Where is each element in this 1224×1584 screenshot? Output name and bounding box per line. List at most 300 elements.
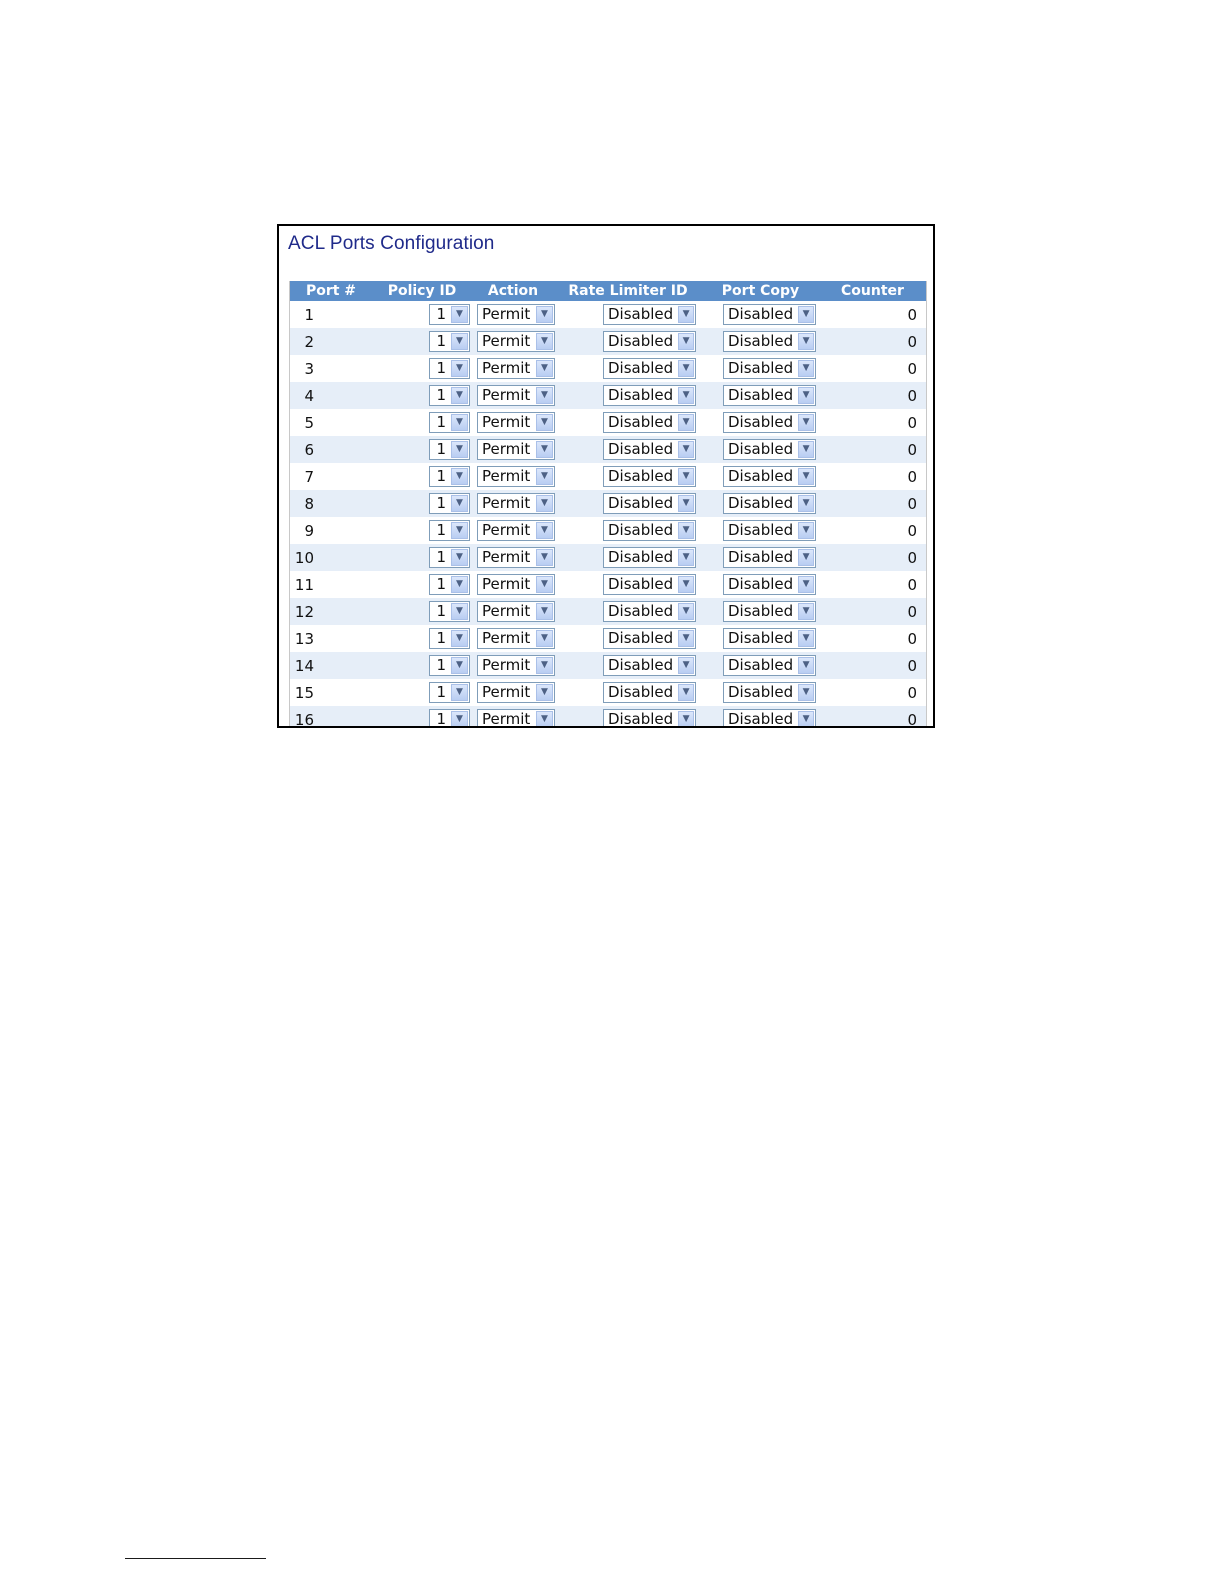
rate-limiter-cell	[554, 301, 702, 328]
table-row	[290, 625, 926, 652]
rate-limiter-id-select-value: Disabled	[608, 521, 674, 539]
port-copy-cell	[702, 571, 819, 598]
chevron-down-icon[interactable]: ▼	[536, 522, 553, 539]
rate-limiter-id-select-value: Disabled	[608, 359, 674, 377]
action-cell	[472, 409, 554, 436]
policy-id-select[interactable]	[429, 655, 470, 676]
acl-ports-table-container	[289, 281, 927, 728]
table-row	[290, 517, 926, 544]
policy-id-select[interactable]	[429, 439, 470, 460]
rate-limiter-id-select-value: Disabled	[608, 413, 674, 431]
action-cell	[472, 517, 554, 544]
chevron-down-icon[interactable]: ▼	[678, 630, 694, 647]
action-select[interactable]	[477, 466, 555, 487]
chevron-down-icon[interactable]: ▼	[536, 387, 553, 404]
port-copy-cell	[702, 409, 819, 436]
rate-limiter-id-select-value: Disabled	[608, 548, 674, 566]
rate-limiter-cell	[554, 625, 702, 652]
rate-limiter-id-select-value: Disabled	[608, 386, 674, 404]
chevron-down-icon[interactable]: ▼	[798, 549, 814, 566]
action-cell	[472, 301, 554, 328]
acl-ports-table	[290, 281, 926, 728]
table-header-row	[290, 281, 926, 301]
rate-limiter-id-select[interactable]	[603, 655, 696, 676]
chevron-down-icon[interactable]: ▼	[451, 306, 468, 323]
port-number: 5	[290, 409, 372, 436]
rate-limiter-cell	[554, 652, 702, 679]
chevron-down-icon[interactable]: ▼	[536, 495, 553, 512]
action-select-value: Permit	[482, 359, 531, 377]
counter-value: 0	[819, 436, 926, 463]
action-cell	[472, 436, 554, 463]
action-cell	[472, 544, 554, 571]
action-select-value: Permit	[482, 683, 531, 701]
counter-value: 0	[819, 625, 926, 652]
port-copy-select-value: Disabled	[728, 494, 794, 512]
chevron-down-icon[interactable]: ▼	[536, 333, 553, 350]
chevron-down-icon[interactable]: ▼	[798, 522, 814, 539]
action-cell	[472, 679, 554, 706]
port-copy-select-value: Disabled	[728, 305, 794, 323]
policy-id-cell	[372, 490, 472, 517]
chevron-down-icon[interactable]: ▼	[536, 630, 553, 647]
port-number: 10	[290, 544, 372, 571]
port-copy-select-value: Disabled	[728, 413, 794, 431]
footnote-separator-line	[125, 1558, 266, 1559]
action-cell	[472, 355, 554, 382]
action-cell	[472, 652, 554, 679]
chevron-down-icon[interactable]: ▼	[451, 657, 468, 674]
policy-id-select[interactable]	[429, 385, 470, 406]
port-copy-select[interactable]	[723, 601, 816, 622]
port-copy-select-value: Disabled	[728, 467, 794, 485]
policy-id-cell	[372, 328, 472, 355]
chevron-down-icon[interactable]: ▼	[798, 495, 814, 512]
policy-id-cell	[372, 436, 472, 463]
port-copy-select-value: Disabled	[728, 332, 794, 350]
port-number: 13	[290, 625, 372, 652]
counter-value: 0	[819, 409, 926, 436]
rate-limiter-id-select[interactable]	[603, 601, 696, 622]
policy-id-select-value: 1	[436, 656, 446, 674]
rate-limiter-id-select[interactable]	[603, 358, 696, 379]
port-copy-select-value: Disabled	[728, 602, 794, 620]
chevron-down-icon[interactable]: ▼	[798, 711, 814, 728]
policy-id-cell	[372, 652, 472, 679]
policy-id-cell	[372, 517, 472, 544]
chevron-down-icon[interactable]: ▼	[798, 441, 814, 458]
policy-id-select[interactable]	[429, 709, 470, 728]
column-header-action: Action	[472, 281, 554, 301]
policy-id-select-value: 1	[436, 602, 446, 620]
port-number: 16	[290, 706, 372, 728]
policy-id-select[interactable]	[429, 628, 470, 649]
chevron-down-icon[interactable]: ▼	[798, 360, 814, 377]
port-copy-cell	[702, 598, 819, 625]
port-copy-select[interactable]	[723, 439, 816, 460]
port-number: 9	[290, 517, 372, 544]
action-select-value: Permit	[482, 332, 531, 350]
chevron-down-icon[interactable]: ▼	[678, 711, 694, 728]
port-number: 4	[290, 382, 372, 409]
rate-limiter-cell	[554, 328, 702, 355]
chevron-down-icon[interactable]: ▼	[798, 468, 814, 485]
port-number: 12	[290, 598, 372, 625]
chevron-down-icon[interactable]: ▼	[536, 414, 553, 431]
policy-id-select-value: 1	[436, 440, 446, 458]
chevron-down-icon[interactable]: ▼	[536, 657, 553, 674]
port-copy-select[interactable]	[723, 655, 816, 676]
port-copy-cell	[702, 355, 819, 382]
policy-id-select[interactable]	[429, 601, 470, 622]
port-copy-cell	[702, 490, 819, 517]
action-select[interactable]	[477, 601, 555, 622]
rate-limiter-id-select[interactable]	[603, 709, 696, 728]
chevron-down-icon[interactable]: ▼	[536, 441, 553, 458]
policy-id-select-value: 1	[436, 359, 446, 377]
port-copy-select[interactable]	[723, 358, 816, 379]
chevron-down-icon[interactable]: ▼	[678, 414, 694, 431]
chevron-down-icon[interactable]: ▼	[798, 603, 814, 620]
counter-value: 0	[819, 679, 926, 706]
table-row	[290, 382, 926, 409]
policy-id-select[interactable]	[429, 682, 470, 703]
action-select[interactable]	[477, 358, 555, 379]
counter-value: 0	[819, 382, 926, 409]
rate-limiter-id-select[interactable]	[603, 520, 696, 541]
action-select[interactable]	[477, 709, 555, 728]
port-copy-select-value: Disabled	[728, 548, 794, 566]
action-cell	[472, 328, 554, 355]
rate-limiter-id-select[interactable]	[603, 331, 696, 352]
policy-id-cell	[372, 571, 472, 598]
table-row	[290, 679, 926, 706]
rate-limiter-cell	[554, 463, 702, 490]
chevron-down-icon[interactable]: ▼	[536, 360, 553, 377]
counter-value: 0	[819, 355, 926, 382]
policy-id-cell	[372, 625, 472, 652]
rate-limiter-id-select-value: Disabled	[608, 440, 674, 458]
chevron-down-icon[interactable]: ▼	[451, 414, 468, 431]
rate-limiter-id-select-value: Disabled	[608, 602, 674, 620]
port-copy-select[interactable]	[723, 709, 816, 728]
counter-value: 0	[819, 517, 926, 544]
action-select-value: Permit	[482, 413, 531, 431]
port-copy-select[interactable]	[723, 466, 816, 487]
rate-limiter-id-select[interactable]	[603, 466, 696, 487]
column-header-port: Port #	[290, 281, 372, 301]
policy-id-select-value: 1	[436, 386, 446, 404]
column-header-counter: Counter	[819, 281, 926, 301]
policy-id-select[interactable]	[429, 547, 470, 568]
action-select-value: Permit	[482, 305, 531, 323]
action-cell	[472, 382, 554, 409]
chevron-down-icon[interactable]: ▼	[451, 468, 468, 485]
chevron-down-icon[interactable]: ▼	[678, 603, 694, 620]
rate-limiter-cell	[554, 544, 702, 571]
table-row	[290, 706, 926, 728]
chevron-down-icon[interactable]: ▼	[451, 576, 468, 593]
chevron-down-icon[interactable]: ▼	[798, 657, 814, 674]
chevron-down-icon[interactable]: ▼	[798, 576, 814, 593]
chevron-down-icon[interactable]: ▼	[798, 306, 814, 323]
chevron-down-icon[interactable]: ▼	[536, 711, 553, 728]
port-copy-select[interactable]	[723, 385, 816, 406]
port-copy-select-value: Disabled	[728, 710, 794, 728]
chevron-down-icon[interactable]: ▼	[678, 468, 694, 485]
port-copy-select[interactable]	[723, 682, 816, 703]
column-header-port-copy: Port Copy	[702, 281, 819, 301]
port-copy-select-value: Disabled	[728, 656, 794, 674]
action-select-value: Permit	[482, 494, 531, 512]
port-number: 1	[290, 301, 372, 328]
table-row	[290, 544, 926, 571]
port-copy-cell	[702, 652, 819, 679]
rate-limiter-cell	[554, 409, 702, 436]
action-select-value: Permit	[482, 575, 531, 593]
policy-id-cell	[372, 598, 472, 625]
column-header-policy-id: Policy ID	[372, 281, 472, 301]
port-copy-select-value: Disabled	[728, 683, 794, 701]
policy-id-cell	[372, 544, 472, 571]
action-cell	[472, 463, 554, 490]
chevron-down-icon[interactable]: ▼	[678, 387, 694, 404]
rate-limiter-id-select[interactable]	[603, 574, 696, 595]
action-select[interactable]	[477, 655, 555, 676]
rate-limiter-cell	[554, 598, 702, 625]
counter-value: 0	[819, 598, 926, 625]
port-copy-select[interactable]	[723, 574, 816, 595]
action-select[interactable]	[477, 520, 555, 541]
chevron-down-icon[interactable]: ▼	[678, 306, 694, 323]
port-copy-select-value: Disabled	[728, 359, 794, 377]
policy-id-select[interactable]	[429, 304, 470, 325]
chevron-down-icon[interactable]: ▼	[798, 387, 814, 404]
rate-limiter-id-select[interactable]	[603, 628, 696, 649]
chevron-down-icon[interactable]: ▼	[678, 549, 694, 566]
action-select[interactable]	[477, 412, 555, 433]
counter-value: 0	[819, 706, 926, 728]
port-number: 8	[290, 490, 372, 517]
port-copy-select[interactable]	[723, 493, 816, 514]
policy-id-select[interactable]	[429, 358, 470, 379]
rate-limiter-id-select[interactable]	[603, 493, 696, 514]
chevron-down-icon[interactable]: ▼	[451, 711, 468, 728]
action-select-value: Permit	[482, 521, 531, 539]
policy-id-select-value: 1	[436, 305, 446, 323]
port-number: 15	[290, 679, 372, 706]
port-copy-select-value: Disabled	[728, 521, 794, 539]
action-cell	[472, 706, 554, 728]
port-copy-cell	[702, 517, 819, 544]
rate-limiter-id-select-value: Disabled	[608, 332, 674, 350]
port-copy-cell	[702, 328, 819, 355]
counter-value: 0	[819, 328, 926, 355]
chevron-down-icon[interactable]: ▼	[451, 684, 468, 701]
chevron-down-icon[interactable]: ▼	[536, 549, 553, 566]
port-copy-cell	[702, 301, 819, 328]
chevron-down-icon[interactable]: ▼	[451, 387, 468, 404]
port-number: 2	[290, 328, 372, 355]
policy-id-select[interactable]	[429, 412, 470, 433]
rate-limiter-id-select[interactable]	[603, 439, 696, 460]
action-select[interactable]	[477, 682, 555, 703]
rate-limiter-id-select[interactable]	[603, 304, 696, 325]
port-copy-select-value: Disabled	[728, 629, 794, 647]
port-copy-select[interactable]	[723, 520, 816, 541]
policy-id-select[interactable]	[429, 331, 470, 352]
chevron-down-icon[interactable]: ▼	[798, 333, 814, 350]
chevron-down-icon[interactable]: ▼	[678, 684, 694, 701]
port-copy-cell	[702, 382, 819, 409]
table-row	[290, 328, 926, 355]
counter-value: 0	[819, 652, 926, 679]
port-number: 3	[290, 355, 372, 382]
policy-id-select-value: 1	[436, 710, 446, 728]
table-row	[290, 598, 926, 625]
chevron-down-icon[interactable]: ▼	[678, 576, 694, 593]
chevron-down-icon[interactable]: ▼	[451, 603, 468, 620]
port-copy-select[interactable]	[723, 547, 816, 568]
action-select-value: Permit	[482, 602, 531, 620]
action-select[interactable]	[477, 385, 555, 406]
policy-id-select-value: 1	[436, 494, 446, 512]
table-row	[290, 355, 926, 382]
action-cell	[472, 598, 554, 625]
port-number: 7	[290, 463, 372, 490]
port-copy-select[interactable]	[723, 412, 816, 433]
port-copy-select[interactable]	[723, 628, 816, 649]
table-row	[290, 436, 926, 463]
rate-limiter-id-select-value: Disabled	[608, 629, 674, 647]
chevron-down-icon[interactable]: ▼	[451, 495, 468, 512]
policy-id-select-value: 1	[436, 548, 446, 566]
action-select-value: Permit	[482, 548, 531, 566]
action-select[interactable]	[477, 304, 555, 325]
policy-id-cell	[372, 463, 472, 490]
policy-id-select[interactable]	[429, 466, 470, 487]
port-copy-cell	[702, 436, 819, 463]
port-copy-select-value: Disabled	[728, 440, 794, 458]
chevron-down-icon[interactable]: ▼	[798, 630, 814, 647]
counter-value: 0	[819, 301, 926, 328]
port-copy-select-value: Disabled	[728, 386, 794, 404]
table-row	[290, 490, 926, 517]
counter-value: 0	[819, 544, 926, 571]
chevron-down-icon[interactable]: ▼	[678, 360, 694, 377]
action-select-value: Permit	[482, 629, 531, 647]
chevron-down-icon[interactable]: ▼	[678, 333, 694, 350]
column-header-rate-limiter-id: Rate Limiter ID	[554, 281, 702, 301]
policy-id-select[interactable]	[429, 520, 470, 541]
rate-limiter-cell	[554, 382, 702, 409]
chevron-down-icon[interactable]: ▼	[798, 414, 814, 431]
port-copy-select[interactable]	[723, 331, 816, 352]
rate-limiter-id-select-value: Disabled	[608, 710, 674, 728]
policy-id-cell	[372, 355, 472, 382]
action-select-value: Permit	[482, 467, 531, 485]
chevron-down-icon[interactable]: ▼	[678, 657, 694, 674]
port-copy-cell	[702, 679, 819, 706]
policy-id-cell	[372, 301, 472, 328]
action-cell	[472, 625, 554, 652]
rate-limiter-cell	[554, 679, 702, 706]
rate-limiter-id-select-value: Disabled	[608, 467, 674, 485]
chevron-down-icon[interactable]: ▼	[451, 549, 468, 566]
chevron-down-icon[interactable]: ▼	[451, 333, 468, 350]
rate-limiter-cell	[554, 571, 702, 598]
page-title: ACL Ports Configuration	[288, 233, 495, 254]
action-select-value: Permit	[482, 710, 531, 728]
counter-value: 0	[819, 490, 926, 517]
port-copy-select-value: Disabled	[728, 575, 794, 593]
port-copy-select[interactable]	[723, 304, 816, 325]
policy-id-select-value: 1	[436, 683, 446, 701]
port-number: 6	[290, 436, 372, 463]
rate-limiter-cell	[554, 490, 702, 517]
action-select[interactable]	[477, 628, 555, 649]
chevron-down-icon[interactable]: ▼	[536, 468, 553, 485]
rate-limiter-id-select[interactable]	[603, 412, 696, 433]
port-number: 11	[290, 571, 372, 598]
port-copy-cell	[702, 544, 819, 571]
action-select[interactable]	[477, 493, 555, 514]
rate-limiter-id-select[interactable]	[603, 385, 696, 406]
policy-id-cell	[372, 706, 472, 728]
chevron-down-icon[interactable]: ▼	[798, 684, 814, 701]
counter-value: 0	[819, 463, 926, 490]
action-cell	[472, 571, 554, 598]
rate-limiter-id-select-value: Disabled	[608, 656, 674, 674]
chevron-down-icon[interactable]: ▼	[536, 576, 553, 593]
chevron-down-icon[interactable]: ▼	[678, 522, 694, 539]
chevron-down-icon[interactable]: ▼	[678, 441, 694, 458]
port-copy-cell	[702, 706, 819, 728]
rate-limiter-id-select-value: Disabled	[608, 575, 674, 593]
chevron-down-icon[interactable]: ▼	[536, 306, 553, 323]
policy-id-select-value: 1	[436, 467, 446, 485]
rate-limiter-id-select[interactable]	[603, 682, 696, 703]
action-select[interactable]	[477, 547, 555, 568]
table-row	[290, 301, 926, 328]
port-copy-cell	[702, 463, 819, 490]
chevron-down-icon[interactable]: ▼	[451, 360, 468, 377]
action-select[interactable]	[477, 574, 555, 595]
action-select[interactable]	[477, 439, 555, 460]
action-select[interactable]	[477, 331, 555, 352]
rate-limiter-id-select-value: Disabled	[608, 305, 674, 323]
chevron-down-icon[interactable]: ▼	[678, 495, 694, 512]
table-row	[290, 652, 926, 679]
table-body	[290, 301, 926, 728]
policy-id-select[interactable]	[429, 574, 470, 595]
port-copy-cell	[702, 625, 819, 652]
policy-id-cell	[372, 679, 472, 706]
chevron-down-icon[interactable]: ▼	[451, 441, 468, 458]
chevron-down-icon[interactable]: ▼	[536, 684, 553, 701]
policy-id-select-value: 1	[436, 521, 446, 539]
rate-limiter-cell	[554, 355, 702, 382]
chevron-down-icon[interactable]: ▼	[536, 603, 553, 620]
chevron-down-icon[interactable]: ▼	[451, 522, 468, 539]
policy-id-select[interactable]	[429, 493, 470, 514]
action-cell	[472, 490, 554, 517]
chevron-down-icon[interactable]: ▼	[451, 630, 468, 647]
policy-id-select-value: 1	[436, 332, 446, 350]
rate-limiter-id-select[interactable]	[603, 547, 696, 568]
action-select-value: Permit	[482, 440, 531, 458]
table-row	[290, 571, 926, 598]
